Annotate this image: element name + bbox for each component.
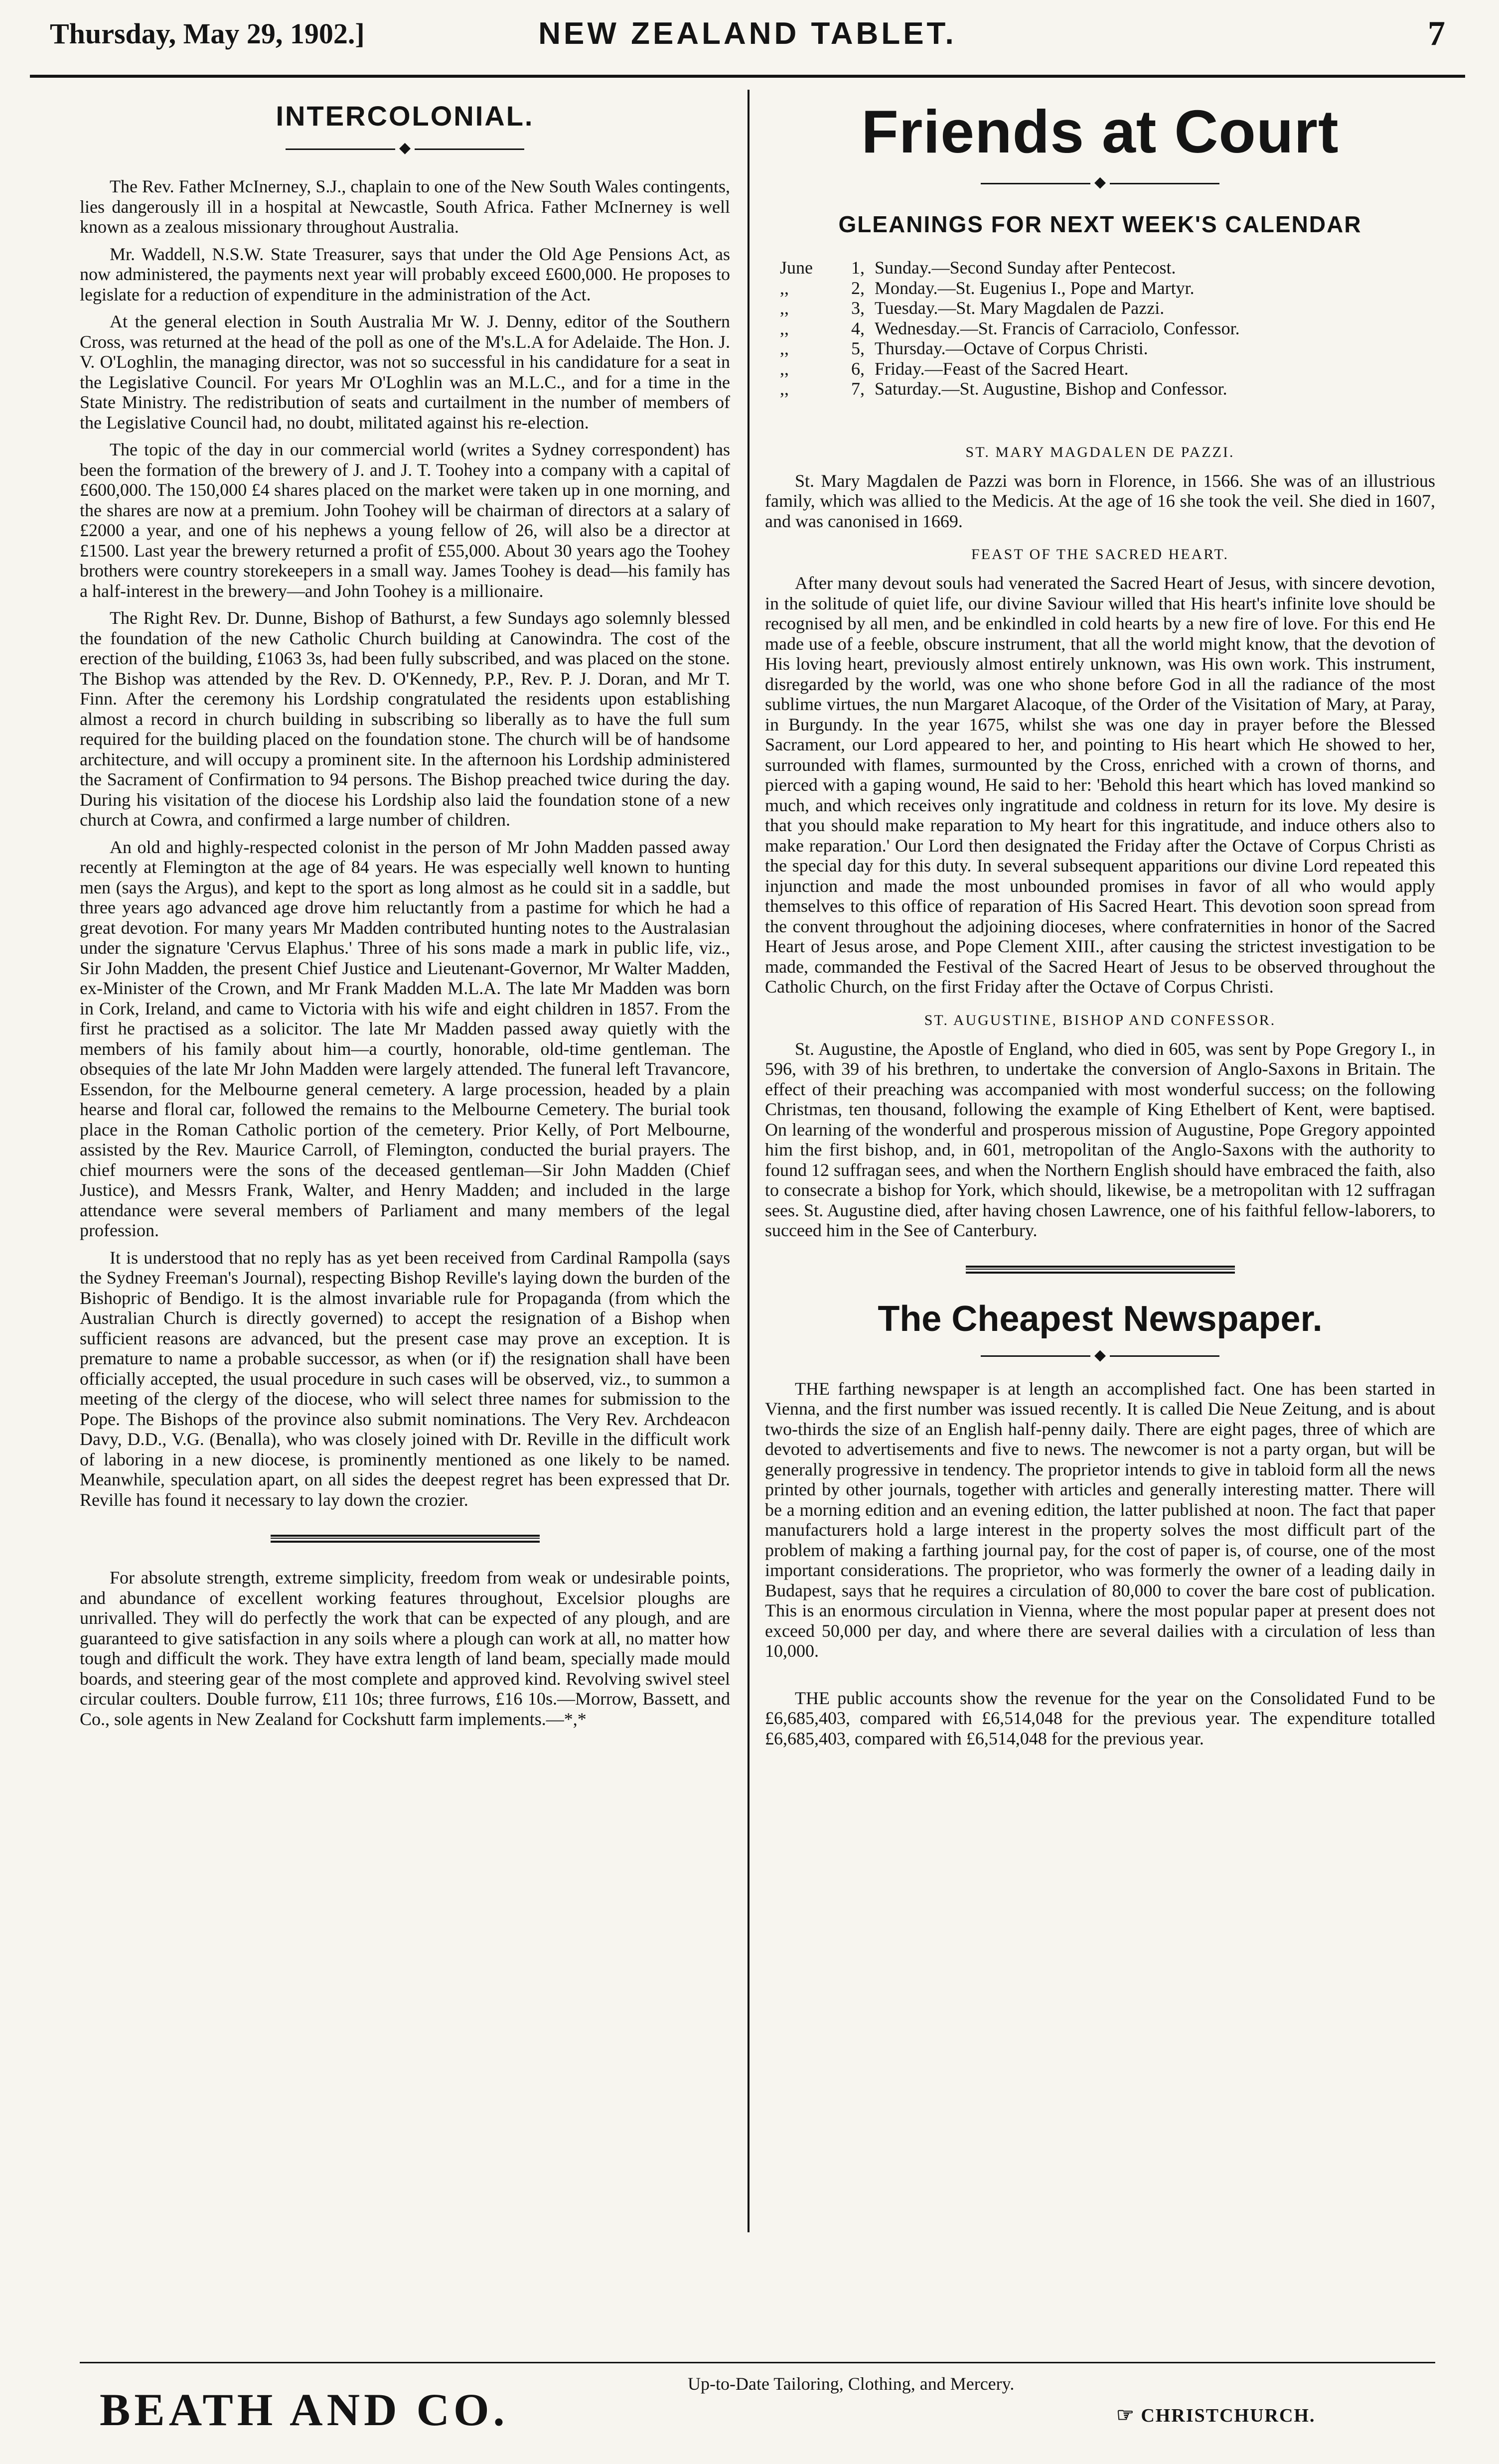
saint-subheading: ST. AUGUSTINE, BISHOP AND CONFESSOR.: [924, 1012, 1276, 1028]
right-column: [765, 90, 1435, 1755]
calendar-day: 1,: [851, 258, 865, 278]
news-paragraph: Mr. Waddell, N.S.W. State Treasurer, says that under the Old Age Pensions Act, as now administered, the payments next year will probably exceed £600,000. He proposes to legislate for a reduction of expenditure in the administration of the Act.: [80, 244, 730, 304]
newspaper-name: NEW ZEALAND TABLET.: [538, 16, 957, 51]
calendar-day: 6,: [851, 358, 865, 379]
calendar-entry: Monday.—St. Eugenius I., Pope and Martyr.: [875, 278, 1195, 298]
calendar-month: ,,: [780, 298, 789, 318]
page-header: [30, 5, 1465, 78]
calendar-row: [780, 258, 1435, 278]
news-paragraph: At the general election in South Australia Mr W. J. Denny, editor of the Southern Cross, was returned at the head of the poll as one of the M's.L.A for Adelaide. The Hon. J. V. O'Loghlin, the managing director, was not so successful in his candidature for a seat in the Legislative Council. For years Mr O'Loghlin was an M.L.C., and for a time in the State Ministry. The redistribution of seats and curtailment in the number of members of the Legislative Council had, no doubt, militated against his re-election.: [80, 311, 730, 433]
column-divider: [748, 90, 750, 2232]
calendar-entry: Tuesday.—St. Mary Magdalen de Pazzi.: [875, 298, 1165, 318]
footer-advert: [80, 2362, 1435, 2443]
intercolonial-heading: INTERCOLONIAL.: [276, 100, 534, 132]
feast-subheading: FEAST OF THE SACRED HEART.: [971, 546, 1229, 563]
calendar-row: [780, 359, 1435, 379]
advertiser-name: BEATH AND CO.: [100, 2384, 509, 2435]
feast-paragraph: After many devout souls had venerated the Sacred Heart of Jesus, with sincere devotion, in the solitude of quiet life, our divine Saviour willed that His heart's infinite love should be recognised by all men, and be enkindled in cold hearts by a new fire of love. For this end He made use of a feeble, obscure instrument, that all the world might know, that the devotion of His loving heart, previously almost entirely unknown, was His own work. This instrument, disregarded by the world, was one who shone before God in all the radiance of the most sublime virtues, the nun Margaret Alacoque, of the Order of the Visitation of Mary, at Paray, in Burgundy. In the year 1675, whilst she was one day in prayer before the Blessed Sacrament, our Lord appeared to her, and pointing to His heart which He showed to her, surrounded with flames, surmounted by the Cross, enriched with a crown of thorns, and pierced with a gaping wound, He said to her: 'Behold this heart which has loved mankind so much, and which receives only ingratitude and coldness in return for its love. My desire is that you should make reparation to My heart for this ingratitude, and induce others also to make reparation.' Our Lord then designated the Friday after the Octave of Corpus Christi as the special day for this duty. In several subsequent apparitions our divine Lord repeated this injunction and made the most unbounded promises in favor of all who would apply themselves to this office of reparation of His Sacred Heart. This devotion soon spread from the convent throughout the adjoining dioceses, where confraternities in honor of the Sacred Heart of Jesus arose, and Pope Clement XIII., after causing the strictest investigation to be made, commanded the Festival of the Sacred Heart of Jesus to be observed throughout the Catholic Church, on the first Friday after the Octave of Corpus Christi.: [765, 573, 1435, 997]
calendar-entry: Wednesday.—St. Francis of Carraciolo, Confessor.: [875, 318, 1240, 338]
calendar-row: [780, 298, 1435, 318]
spacer: [765, 1668, 1435, 1688]
pointing-hand-icon: ☞: [1116, 2404, 1135, 2426]
ornament-divider: ◆: [80, 139, 730, 156]
calendar-row: [780, 278, 1435, 298]
calendar-month: ,,: [780, 358, 789, 379]
calendar-month: June: [780, 258, 813, 278]
calendar-row: [780, 379, 1435, 399]
calendar-list: [780, 258, 1435, 399]
plough-advert: For absolute strength, extreme simplicity, freedom from weak or undesirable points, and abundance of excellent working features throughout, Excelsior ploughs are unrivalled. They will do perfectly the work that can be expected of any plough, and are guaranteed to give satisfaction in any soils where a plough can work at all, no matter how tough and difficult the work. They have extra length of land beam, specially made mould boards, and steering gear of the most complete and approved kind. Revolving swivel steel circular coulters. Double furrow, £11 10s; three furrows, £16 10s.—Morrow, Bassett, and Co., sole agents in New Zealand for Cockshutt farm implements.—*,*: [80, 1568, 730, 1729]
calendar-month: ,,: [780, 338, 789, 358]
news-paragraph: The topic of the day in our commercial world (writes a Sydney correspondent) has been the formation of the brewery of J. and J. T. Toohey into a company with a capital of £600,000. The 150,000 £4 shares placed on the market were taken up in one morning, and the shares are now at a premium. John Toohey will be chairman of directors at a salary of £2000 a year, and one of his nephews a young fellow of 26, will also be a director at £1500. Last year the brewery returned a profit of £55,000. About 30 years ago the Toohey brothers were country storekeepers in a small way. James Toohey is dead—his family has a half-interest in the brewery—and John Toohey is a millionaire.: [80, 439, 730, 601]
calendar-subheading: GLEANINGS FOR NEXT WEEK'S CALENDAR: [838, 211, 1362, 237]
saint-subheading: ST. MARY MAGDALEN DE PAZZI.: [965, 443, 1235, 460]
advert-tagline: Up-to-Date Tailoring, Clothing, and Mercery.: [688, 2374, 1015, 2394]
calendar-row: [780, 318, 1435, 339]
calendar-month: ,,: [780, 318, 789, 338]
news-paragraph: An old and highly-respected colonist in the person of Mr John Madden passed away recently at Flemington at the age of 84 years. He was especially well known to hunting men (says the Argus), and kept to the sport as long almost as he could sit in a saddle, but three years ago advanced age drove him reluctantly from a pastime for which he had a great devotion. For many years Mr Madden contributed hunting notes to the Australasian under the signature 'Cervus Elaphus.' Three of his sons made a mark in public life, viz., Sir John Madden, the present Chief Justice and Lieutenant-Governor, Mr Walter Madden, ex-Minister of the Crown, and Mr Frank Madden M.L.A. The late Mr Madden was born in Cork, Ireland, and came to Victoria with his wife and eight children in 1857. From the first he practised as a solicitor. The late Mr Madden passed away quietly with the members of his family about him—a courtly, honorable, old-time gentleman. The obsequies of the late Mr John Madden were largely attended. The funeral left Travancore, Essendon, for the Melbourne general cemetery. A large procession, headed by a plain hearse and floral car, followed the remains to the Melbourne Cemetery. The burial took place in the Roman Catholic portion of the cemetery. Prior Kelly, of Port Melbourne, assisted by the Rev. Maurice Carroll, of Flemington, conducted the burial prayers. The chief mourners were the sons of the deceased gentleman—Sir John Madden (Chief Justice), and Messrs Frank, Walter, and Henry Madden; and included in the large attendance were several members of Parliament and many members of the legal profession.: [80, 837, 730, 1240]
ornament-divider: ◆: [765, 173, 1435, 191]
calendar-day: 7,: [851, 379, 865, 399]
calendar-entry: Sunday.—Second Sunday after Pentecost.: [875, 258, 1176, 278]
calendar-month: ,,: [780, 278, 789, 298]
section-rule: [966, 1266, 1235, 1274]
advert-city: CHRISTCHURCH.: [1141, 2405, 1316, 2426]
news-paragraph: The Rev. Father McInerney, S.J., chaplain to one of the New South Wales contingents, lies dangerously ill in a hospital at Newcastle, South Africa. Father McInerney is well known as a zealous missionary throughout Australia.: [80, 176, 730, 237]
cheapest-newspaper-heading: The Cheapest Newspaper.: [878, 1299, 1323, 1339]
calendar-day: 2,: [851, 278, 865, 298]
news-paragraph: THE farthing newspaper is at length an accomplished fact. One has been started in Vienna, and the first number was issued recently. It is called Die Neue Zeitung, and is about two-thirds the size of an English half-penny daily. There are eight pages, three of which are devoted to advertisements and five to news. The newcomer is not a party organ, but will be generally progressive in tendency. The proprietor intends to give in tabloid form all the news printed by other journals, together with articles and generally interesting matter. There will be a morning edition and an evening edition, the latter published at noon. The fact that paper manufacturers hold a large interest in the property solves the most difficult part of the problem of making a farthing journal pay, for the cost of paper is, of course, one of the most important considerations. The proprietor, who was formerly the owner of a leading daily in Budapest, says that he requires a circulation of 80,000 to cover the bare cost of publication. This is an enormous circulation in Vienna, where the most popular paper at present does not exceed 50,000 per day, and where there are several dailies with a circulation of less than 10,000.: [765, 1378, 1435, 1661]
calendar-month: ,,: [780, 379, 789, 399]
calendar-day: 3,: [851, 298, 865, 318]
page-number: 7: [1428, 14, 1445, 53]
news-paragraph: THE public accounts show the revenue for the year on the Consolidated Fund to be £6,685,403, compared with £6,514,048 for the previous year. The expenditure totalled £6,685,403, compared with £6,514,048 for the previous year.: [765, 1688, 1435, 1748]
saint-paragraph: St. Mary Magdalen de Pazzi was born in Florence, in 1566. She was of an illustrious family, which was allied to the Medicis. At the age of 16 she took the veil. She died in 1607, and was canonised in 1669.: [765, 470, 1435, 531]
friends-at-court-heading: Friends at Court: [861, 98, 1339, 165]
calendar-entry: Saturday.—St. Augustine, Bishop and Confessor.: [875, 379, 1227, 399]
calendar-entry: Thursday.—Octave of Corpus Christi.: [875, 338, 1148, 358]
news-paragraph: The Right Rev. Dr. Dunne, Bishop of Bathurst, a few Sundays ago solemnly blessed the foundation of the new Catholic Church building at Canowindra. The cost of the erection of the building, £1063 3s, had been fully subscribed, and was placed on the stone. The Bishop was attended by the Rev. D. O'Kennedy, P.P., Rev. P. J. Doran, and Mr T. Finn. After the ceremony his Lordship congratulated the residents upon establishing almost a record in church building in subscribing so liberally as to have the full sum required for the building placed on the foundation stone. The church will be of handsome architecture, and will occupy a prominent site. In the afternoon his Lordship administered the Sacrament of Confirmation to 94 persons. The Bishop preached twice during the day. During his visitation of the diocese his Lordship also laid the foundation stone of a new church at Cowra, and confirmed a large number of children.: [80, 608, 730, 830]
left-column: [80, 90, 730, 1736]
news-paragraph: It is understood that no reply has as yet been received from Cardinal Rampolla (says the Sydney Freeman's Journal), respecting Bishop Reville's laying down the burden of the Bishopric of Bendigo. It is the almost invariable rule for Propaganda (from which the Australian Church is directly governed) to accept the resignation of a Bishop when sufficient reasons are advanced, but the present case may prove an exception. It is premature to name a probable successor, as when (or if) the resignation shall have been officially accepted, the usual procedure in such cases will be observed, viz., to summon a meeting of the clergy of the diocese, who will select three names for submission to the Pope. The Bishops of the province also submit nominations. The Very Rev. Archdeacon Davy, D.D., V.G. (Benalla), who was closely joined with Dr. Reville in the difficult work of laboring in a new diocese, is prominently mentioned as one likely to be named. Meanwhile, speculation apart, on all sides the deepest regret has been expressed that Dr. Reville has found it necessary to lay down the crozier.: [80, 1247, 730, 1510]
advert-city-line: [1116, 2403, 1315, 2427]
saint-paragraph: St. Augustine, the Apostle of England, who died in 605, was sent by Pope Gregory I., in 596, with 39 of his brethren, to undertake the conversion of Anglo-Saxons in Britain. The effect of their preaching was accompanied with most wonderful success; on the following Christmas, ten thousand, following the example of King Ethelbert of Kent, were baptised. On learning of the wonderful and prosperous mission of Augustine, Pope Gregory appointed him the first bishop, and, in 601, metropolitan of the Anglo-Saxons with the authority to found 12 suffragan sees, and when the Northern English should have embraced the faith, also to consecrate a bishop for York, which should, likewise, be a metropolitan with 12 suffragan sees. St. Augustine died, after having chosen Lawrence, one of his faithful fellow-laborers, to succeed him in the See of Canterbury.: [765, 1038, 1435, 1240]
ornament-divider: ◆: [765, 1346, 1435, 1364]
calendar-row: [780, 338, 1435, 359]
calendar-day: 5,: [851, 338, 865, 358]
calendar-entry: Friday.—Feast of the Sacred Heart.: [875, 358, 1129, 379]
issue-date: Thursday, May 29, 1902.]: [50, 17, 365, 50]
calendar-day: 4,: [851, 318, 865, 338]
section-rule: [271, 1535, 540, 1543]
